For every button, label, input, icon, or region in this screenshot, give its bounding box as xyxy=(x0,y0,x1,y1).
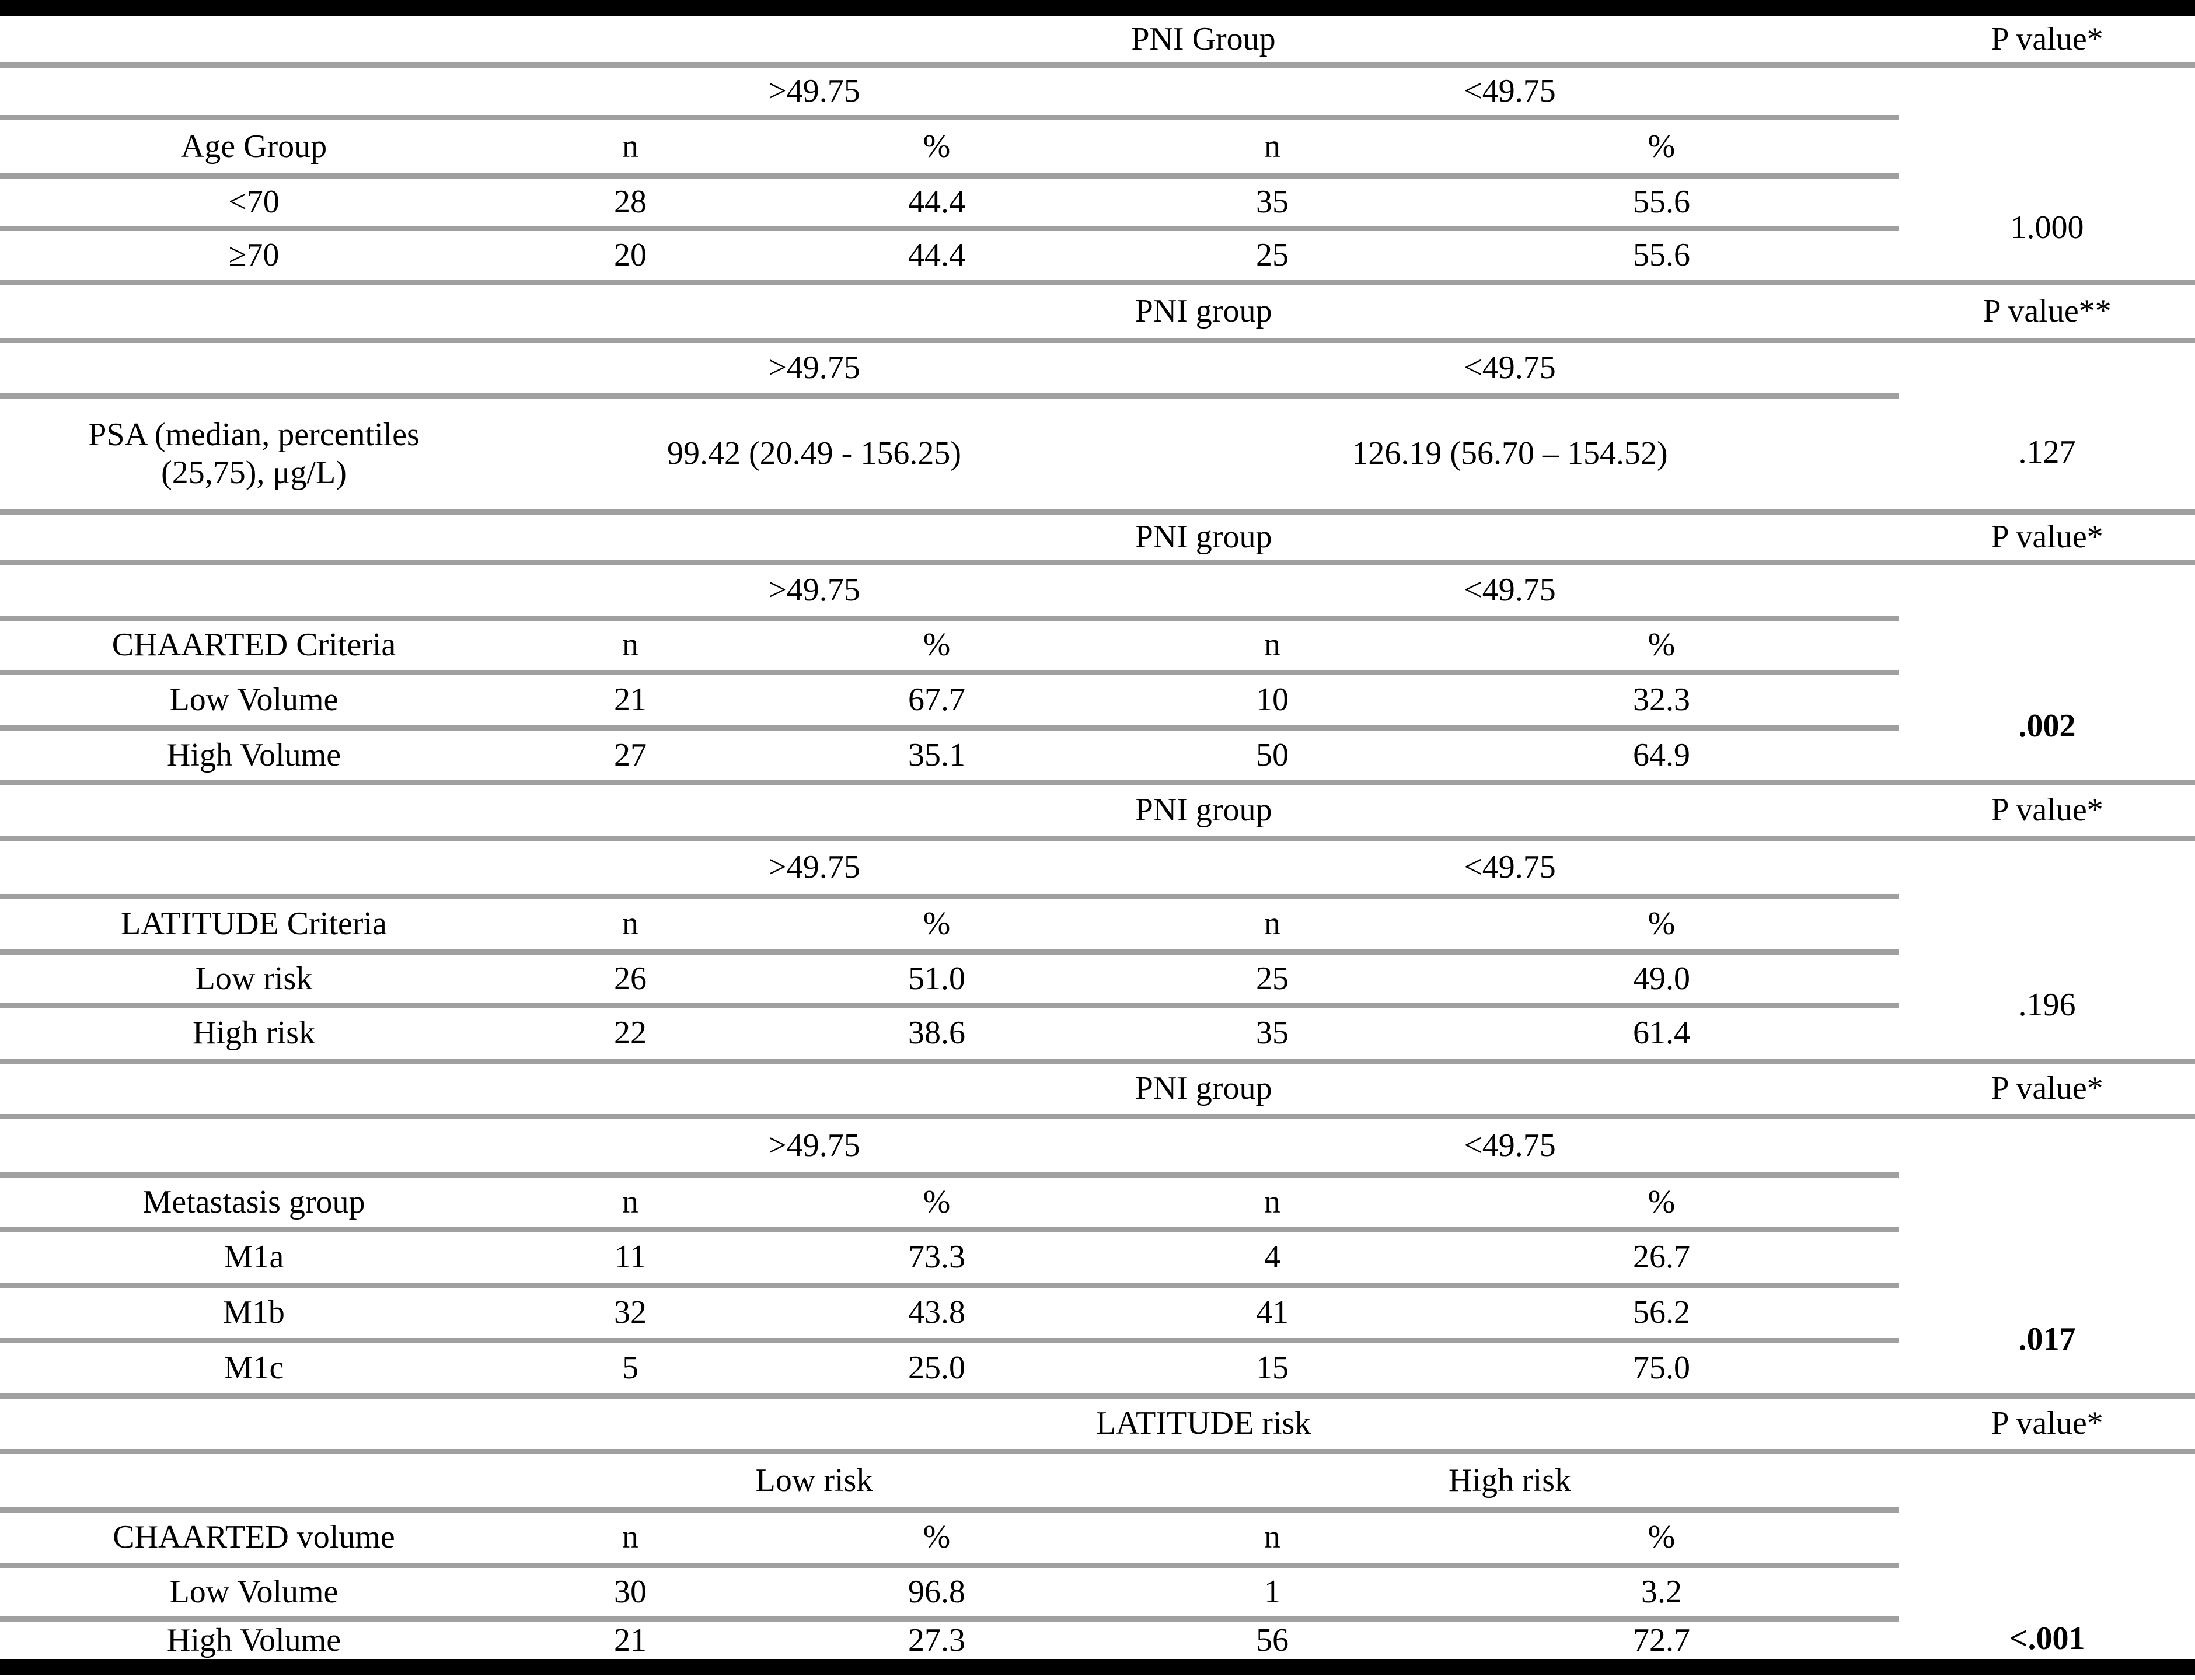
row-label: M1b xyxy=(0,1285,508,1340)
empty-cell xyxy=(1899,563,2195,618)
table-row xyxy=(0,728,2195,783)
section3-colheader-row xyxy=(0,618,2195,672)
empty-cell xyxy=(0,65,508,117)
cell-n: 27 xyxy=(508,728,753,783)
table-row xyxy=(0,396,2195,512)
empty-cell xyxy=(1899,1116,2195,1175)
section6-header-row xyxy=(0,1396,2195,1451)
section6-row-label-header: CHAARTED volume xyxy=(0,1510,508,1565)
section4-colheader-row xyxy=(0,896,2195,952)
section5-pvalue-header: P value* xyxy=(1899,1061,2195,1116)
cell-n: 4 xyxy=(1121,1230,1424,1285)
empty-cell xyxy=(1899,838,2195,896)
section1-colheader-row xyxy=(0,117,2195,176)
section2-subgroup-row xyxy=(0,340,2195,396)
section6-subgroup-row xyxy=(0,1451,2195,1510)
cell-n: 30 xyxy=(508,1565,753,1619)
psa-value-left: 99.42 (20.49 - 156.25) xyxy=(508,396,1121,512)
cell-pct: 26.7 xyxy=(1424,1230,1899,1285)
col-n-header: n xyxy=(508,117,753,176)
cell-pct: 44.4 xyxy=(753,176,1121,228)
cell-pct: 67.7 xyxy=(753,672,1121,728)
table-row xyxy=(0,672,2195,728)
cell-n: 56 xyxy=(1256,1622,1289,1658)
cell-n: 11 xyxy=(508,1230,753,1285)
psa-label: PSA (median, percentiles (25,75), μg/L) xyxy=(88,417,420,491)
section1-header-row xyxy=(0,8,2195,65)
section4-subgroup-left: >49.75 xyxy=(508,838,1121,896)
section5-row-label-header: Metastasis group xyxy=(0,1175,508,1230)
cell-n: 32 xyxy=(508,1285,753,1340)
empty-cell xyxy=(0,563,508,618)
col-n-header: n xyxy=(1121,1510,1424,1565)
cell-pct: 27.3 xyxy=(908,1622,965,1658)
section1-group-header: PNI Group xyxy=(508,8,1899,65)
col-pct-header: % xyxy=(1424,117,1899,176)
table-row xyxy=(0,228,2195,282)
cell-pct: 35.1 xyxy=(753,728,1121,783)
row-label: Low Volume xyxy=(0,1565,508,1619)
cell-n: 21 xyxy=(508,672,753,728)
empty-cell xyxy=(0,1396,508,1451)
section5-group-header: PNI group xyxy=(508,1061,1899,1116)
col-pct-header: % xyxy=(1424,896,1899,952)
empty-cell xyxy=(1899,1565,2195,1619)
section5-pvalue: .017 xyxy=(1899,1285,2195,1396)
section6-colheader-row xyxy=(0,1510,2195,1565)
empty-cell xyxy=(0,1451,508,1510)
col-n-header: n xyxy=(1121,896,1424,952)
empty-cell xyxy=(1899,1175,2195,1230)
col-pct-header: % xyxy=(1424,1510,1899,1565)
section2-group-header: PNI group xyxy=(508,282,1899,340)
col-pct-header: % xyxy=(753,618,1121,672)
empty-cell xyxy=(0,512,508,563)
cell-n: 35 xyxy=(1121,1005,1424,1061)
cell-n: 20 xyxy=(508,228,753,282)
cell-n: 41 xyxy=(1121,1285,1424,1340)
table-row xyxy=(0,1565,2195,1619)
cell-n: 15 xyxy=(1121,1340,1424,1396)
empty-cell xyxy=(1899,1510,2195,1565)
row-label: <70 xyxy=(0,176,508,228)
row-label: ≥70 xyxy=(0,228,508,282)
cell-pct: 55.6 xyxy=(1424,228,1899,282)
col-n-header: n xyxy=(1121,1175,1424,1230)
section3-subgroup-left: >49.75 xyxy=(508,563,1121,618)
section4-pvalue: .196 xyxy=(1899,952,2195,1061)
table-row xyxy=(0,1340,2195,1396)
table-row xyxy=(0,1005,2195,1061)
section6-subgroup-left: Low risk xyxy=(508,1451,1121,1510)
empty-cell xyxy=(1899,1451,2195,1510)
section3-header-row xyxy=(0,512,2195,563)
cell-pct: 44.4 xyxy=(753,228,1121,282)
cell-pct: 32.3 xyxy=(1424,672,1899,728)
section3-subgroup-right: <49.75 xyxy=(1121,563,1899,618)
row-label: M1c xyxy=(0,1340,508,1396)
section3-subgroup-row xyxy=(0,563,2195,618)
row-label: High Volume xyxy=(0,728,508,783)
col-n-header: n xyxy=(508,1175,753,1230)
section3-row-label-header: CHAARTED Criteria xyxy=(0,618,508,672)
table-row xyxy=(0,1285,2195,1340)
table-row xyxy=(0,952,2195,1005)
section6-subgroup-right: High risk xyxy=(1121,1451,1899,1510)
section6-pvalue-header: P value* xyxy=(1899,1396,2195,1451)
section5-subgroup-left: >49.75 xyxy=(508,1116,1121,1175)
cell-n: 21 xyxy=(614,1622,647,1658)
empty-cell xyxy=(0,282,508,340)
row-label: Low Volume xyxy=(0,672,508,728)
cell-pct: 51.0 xyxy=(753,952,1121,1005)
empty-cell xyxy=(1899,340,2195,396)
table-row xyxy=(0,176,2195,228)
cell-pct: 3.2 xyxy=(1424,1565,1899,1619)
section2-pvalue-header: P value** xyxy=(1899,282,2195,340)
section2-subgroup-left: >49.75 xyxy=(508,340,1121,396)
cell-pct: 56.2 xyxy=(1424,1285,1899,1340)
cell-pct: 96.8 xyxy=(753,1565,1121,1619)
section2-header-row xyxy=(0,282,2195,340)
empty-cell xyxy=(1899,618,2195,672)
row-label xyxy=(0,396,508,512)
section1-pvalue: 1.000 xyxy=(1899,176,2195,282)
section4-group-header: PNI group xyxy=(508,783,1899,838)
cell-n: 1 xyxy=(1121,1565,1424,1619)
section6-group-header: LATITUDE risk xyxy=(508,1396,1899,1451)
cell-n: 50 xyxy=(1121,728,1424,783)
cell-pct: 73.3 xyxy=(753,1230,1121,1285)
empty-cell xyxy=(0,838,508,896)
psa-value-right: 126.19 (56.70 – 154.52) xyxy=(1121,396,1899,512)
section1-pvalue-header: P value* xyxy=(1899,8,2195,65)
row-label: M1a xyxy=(0,1230,508,1285)
cell-n: 35 xyxy=(1121,176,1424,228)
col-pct-header: % xyxy=(753,896,1121,952)
cell-n: 5 xyxy=(508,1340,753,1396)
row-label: Low risk xyxy=(0,952,508,1005)
row-label: High Volume xyxy=(166,1622,341,1658)
table-row xyxy=(0,1230,2195,1285)
col-n-header: n xyxy=(508,896,753,952)
col-pct-header: % xyxy=(753,117,1121,176)
cell-pct: 61.4 xyxy=(1424,1005,1899,1061)
empty-cell xyxy=(1899,65,2195,117)
section5-subgroup-right: <49.75 xyxy=(1121,1116,1899,1175)
cell-n: 25 xyxy=(1121,952,1424,1005)
cell-n: 28 xyxy=(508,176,753,228)
cell-n: 10 xyxy=(1121,672,1424,728)
empty-cell xyxy=(0,783,508,838)
section2-subgroup-right: <49.75 xyxy=(1121,340,1899,396)
section1-subgroup-row xyxy=(0,65,2195,117)
section4-header-row xyxy=(0,783,2195,838)
section1-subgroup-left: >49.75 xyxy=(508,65,1121,117)
section4-row-label-header: LATITUDE Criteria xyxy=(0,896,508,952)
section3-pvalue: .002 xyxy=(1899,672,2195,783)
col-pct-header: % xyxy=(1424,1175,1899,1230)
cell-pct: 38.6 xyxy=(753,1005,1121,1061)
cell-n: 22 xyxy=(508,1005,753,1061)
col-n-header: n xyxy=(1121,618,1424,672)
section4-subgroup-row xyxy=(0,838,2195,896)
empty-cell xyxy=(0,1116,508,1175)
col-pct-header: % xyxy=(1424,618,1899,672)
section4-pvalue-header: P value* xyxy=(1899,783,2195,838)
section5-subgroup-row xyxy=(0,1116,2195,1175)
cell-pct: 25.0 xyxy=(753,1340,1121,1396)
cell-pct: 64.9 xyxy=(1424,728,1899,783)
col-n-header: n xyxy=(1121,117,1424,176)
col-n-header: n xyxy=(508,1510,753,1565)
col-pct-header: % xyxy=(753,1510,1121,1565)
cell-n: 25 xyxy=(1121,228,1424,282)
empty-cell xyxy=(1899,1230,2195,1285)
section1-row-label-header: Age Group xyxy=(0,117,508,176)
empty-cell xyxy=(0,1061,508,1116)
section5-colheader-row xyxy=(0,1175,2195,1230)
empty-cell xyxy=(1899,117,2195,176)
empty-cell xyxy=(0,340,508,396)
section3-group-header: PNI group xyxy=(508,512,1899,563)
col-pct-header: % xyxy=(753,1175,1121,1230)
cell-n: 26 xyxy=(508,952,753,1005)
section4-subgroup-right: <49.75 xyxy=(1121,838,1899,896)
cell-pct: 49.0 xyxy=(1424,952,1899,1005)
section1-subgroup-right: <49.75 xyxy=(1121,65,1899,117)
row-label: High risk xyxy=(0,1005,508,1061)
section3-pvalue-header: P value* xyxy=(1899,512,2195,563)
section6-pvalue: <.001 xyxy=(2009,1620,2085,1657)
table-row xyxy=(0,1619,2195,1667)
empty-cell xyxy=(1899,896,2195,952)
section5-header-row xyxy=(0,1061,2195,1116)
cell-pct: 43.8 xyxy=(753,1285,1121,1340)
cell-pct: 75.0 xyxy=(1424,1340,1899,1396)
col-n-header: n xyxy=(508,618,753,672)
section2-pvalue: .127 xyxy=(1899,396,2195,512)
cell-pct: 72.7 xyxy=(1633,1622,1690,1658)
cell-pct: 55.6 xyxy=(1424,176,1899,228)
empty-cell xyxy=(0,8,508,65)
